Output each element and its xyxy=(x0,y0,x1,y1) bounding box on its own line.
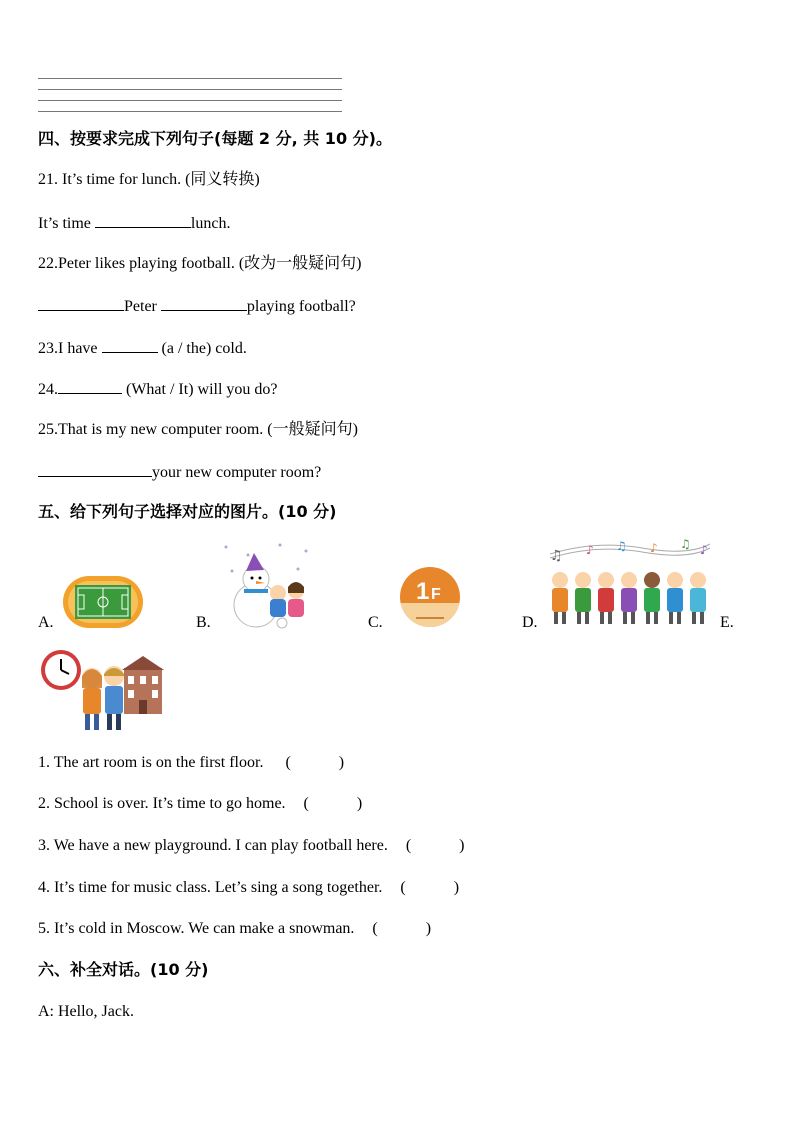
question-25-text: That is my new computer room. (一般疑问句) xyxy=(58,421,358,438)
answer-rule-4 xyxy=(38,111,342,112)
question-22 xyxy=(38,254,362,274)
question-23-number: 23. xyxy=(38,340,58,357)
child-5 xyxy=(644,572,660,624)
svg-text:♪: ♪ xyxy=(700,543,708,557)
question-21-text: It’s time for lunch. (同义转换) xyxy=(58,171,260,188)
svg-text:♪: ♪ xyxy=(650,541,658,555)
answer-rule-1 xyxy=(38,78,342,79)
first-floor-image xyxy=(394,566,466,628)
child-7 xyxy=(690,572,706,624)
answer-24-blank[interactable] xyxy=(58,378,122,394)
svg-text:♫: ♫ xyxy=(550,548,563,564)
match-sentence-4-text: 4. It’s time for music class. Let’s sing a song together. xyxy=(38,879,383,896)
question-23 xyxy=(38,337,247,359)
school-over-image xyxy=(40,648,164,734)
answer-21-post: lunch. xyxy=(190,215,231,232)
child-4 xyxy=(621,572,637,624)
answer-22-post: playing football? xyxy=(246,298,356,315)
answer-23-blank[interactable] xyxy=(102,337,158,353)
answer-25-blank[interactable] xyxy=(38,461,152,477)
svg-text:♪: ♪ xyxy=(586,543,594,557)
question-24-number: 24. xyxy=(38,381,58,398)
question-21-answer xyxy=(38,212,230,234)
match-answer-1[interactable]: ( ) xyxy=(285,754,345,771)
option-d-label: D. xyxy=(522,614,538,631)
question-22-text: Peter likes playing football. (改为一般疑问句) xyxy=(58,255,362,272)
match-sentence-3 xyxy=(38,836,465,856)
question-22-answer xyxy=(38,295,356,317)
child-2 xyxy=(575,572,591,624)
match-answer-4[interactable]: ( ) xyxy=(400,879,460,896)
question-25-number: 25. xyxy=(38,421,58,438)
section4-heading: 四、按要求完成下列句子(每题 2 分, 共 10 分)。 xyxy=(38,129,392,148)
match-sentence-4 xyxy=(38,878,459,898)
question-23-post: (a / the) cold. xyxy=(161,340,247,357)
question-21-number: 21. xyxy=(38,171,58,188)
match-answer-2[interactable]: ( ) xyxy=(303,795,363,812)
question-23-pre: I have xyxy=(58,340,98,357)
singing-children-image xyxy=(546,536,714,630)
section6-heading: 六、补全对话。(10 分) xyxy=(38,960,209,979)
answer-22-blank-2[interactable] xyxy=(161,295,247,311)
match-sentence-5 xyxy=(38,919,431,939)
question-21 xyxy=(38,170,260,190)
child-3 xyxy=(598,572,614,624)
option-a-label: A. xyxy=(38,614,54,631)
match-answer-3[interactable]: ( ) xyxy=(405,837,465,854)
match-sentence-1 xyxy=(38,753,344,773)
answer-25-post: your new computer room? xyxy=(152,464,322,481)
child-6 xyxy=(667,572,683,624)
answer-21-blank[interactable] xyxy=(95,212,191,228)
match-sentence-5-text: 5. It’s cold in Moscow. We can make a snowman. xyxy=(38,920,355,937)
match-sentence-2-text: 2. School is over. It’s time to go home. xyxy=(38,795,286,812)
answer-rule-3 xyxy=(38,100,342,101)
floor-badge-text: 1 xyxy=(416,578,430,605)
option-b-label: B. xyxy=(196,614,211,631)
question-24-post: (What / It) will you do? xyxy=(126,381,278,398)
answer-21-pre: It’s time xyxy=(38,215,91,232)
snowman-image xyxy=(218,541,316,629)
section5-heading: 五、给下列句子选择对应的图片。(10 分) xyxy=(38,502,337,521)
match-sentence-1-text: 1. The art room is on the first floor. xyxy=(38,754,264,771)
svg-text:F: F xyxy=(431,586,441,603)
question-24 xyxy=(38,378,278,400)
answer-22-mid: Peter xyxy=(124,298,157,315)
match-sentence-3-text: 3. We have a new playground. I can play football here. xyxy=(38,837,388,854)
option-c-label: C. xyxy=(368,614,383,631)
match-sentence-2 xyxy=(38,794,362,814)
option-e-label: E. xyxy=(720,614,734,631)
svg-text:♫: ♫ xyxy=(680,537,691,551)
child-1 xyxy=(552,572,568,624)
answer-22-blank-1[interactable] xyxy=(38,295,124,311)
question-25-answer xyxy=(38,461,321,483)
match-answer-5[interactable]: ( ) xyxy=(372,920,432,937)
playground-image xyxy=(62,574,144,630)
answer-rule-2 xyxy=(38,89,342,90)
dialogue-line-1: A: Hello, Jack. xyxy=(38,1003,134,1020)
question-25 xyxy=(38,420,358,440)
svg-text:♫: ♫ xyxy=(616,539,627,553)
question-22-number: 22. xyxy=(38,255,58,272)
